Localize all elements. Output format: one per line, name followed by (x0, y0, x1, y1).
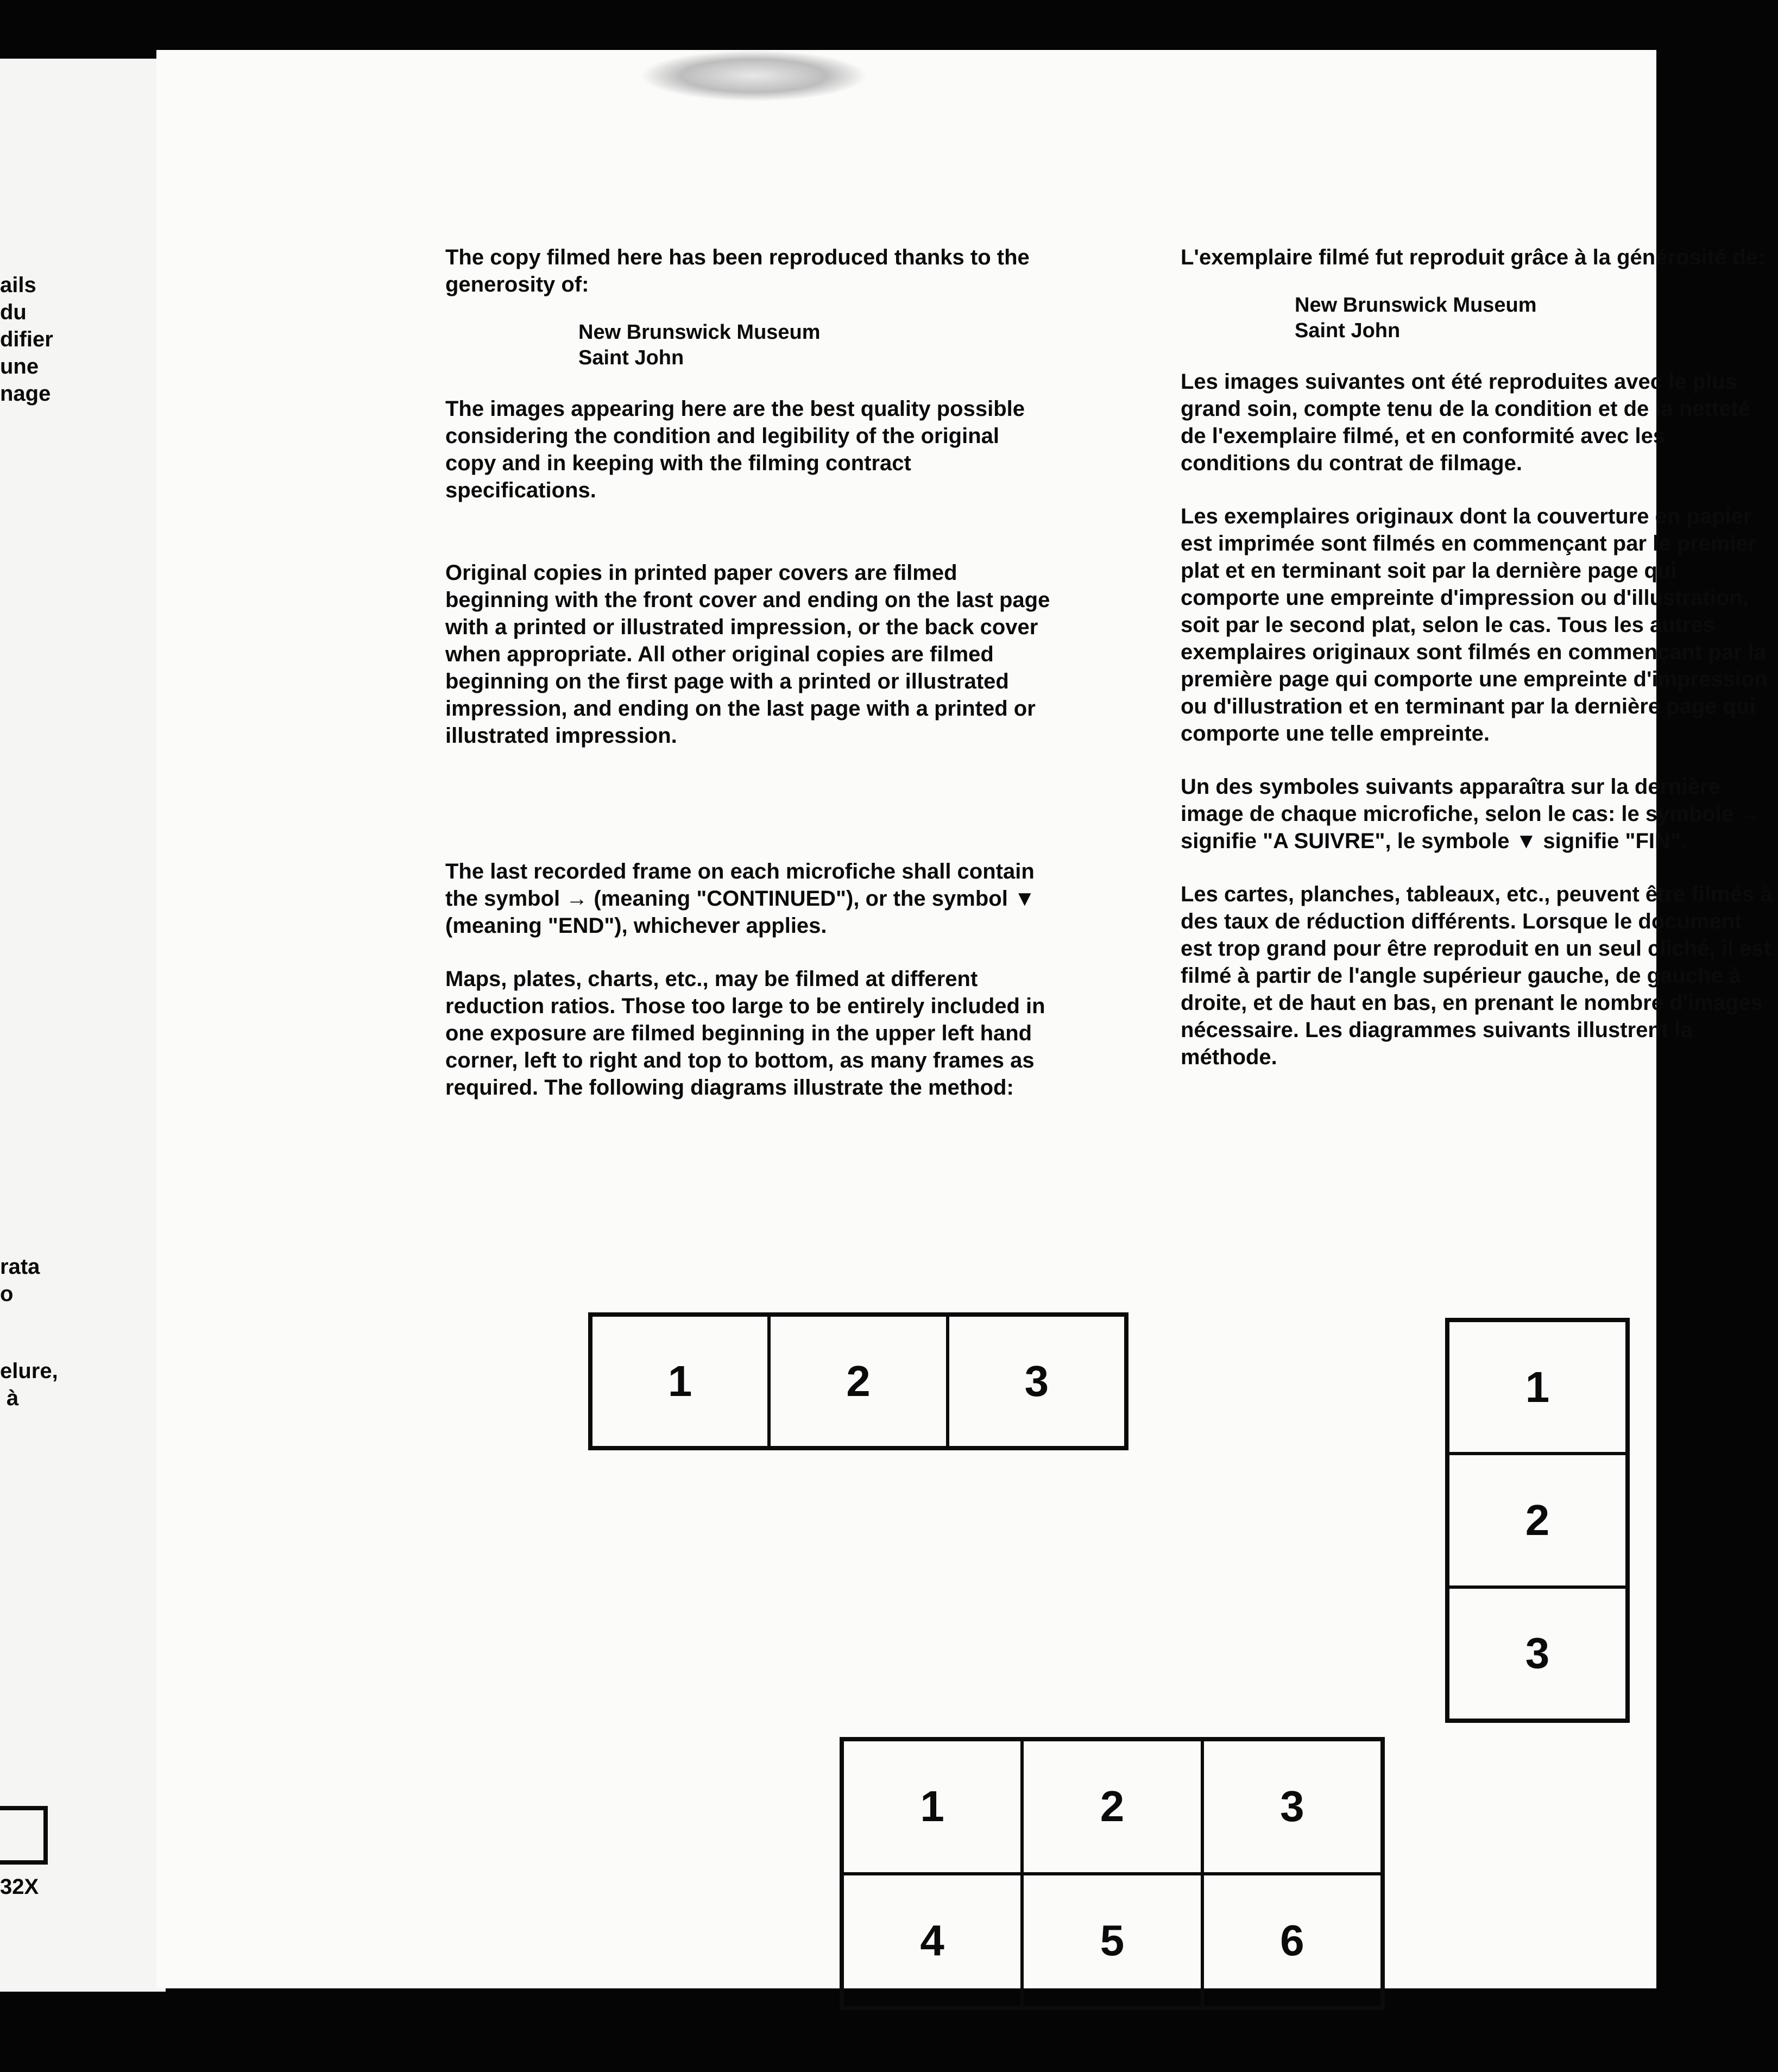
continued-arrow-icon: → (566, 887, 588, 911)
diagram-frame: 2 (1448, 1454, 1627, 1587)
diagram-frame: 1 (591, 1315, 769, 1448)
reduction-ratio-label: 32X (0, 1875, 39, 1899)
cut-text-fragment: une (0, 355, 39, 378)
reduction-box (0, 1806, 48, 1865)
english-column (445, 244, 1054, 1101)
end-triangle-icon: ▼ (1515, 829, 1537, 853)
cut-text-fragment: nage (0, 382, 51, 406)
quality-note-fr: Les images suivantes ont été reproduites avec le plus grand soin, compte tenu de la condition et de la netteté de l'exemplaire filmé, et en conformité avec les conditions du contrat de filmage. (1181, 370, 1751, 475)
symbols-note-fr: Un des symboles suivants apparaîtra sur la dernière image de chaque microfiche, selon le cas: le symbole → signifie "A SUIVRE", le symbole ▼ signifie "FIN". (1181, 775, 1762, 853)
institution-fr (1181, 293, 1778, 344)
microfiche-notice-page (156, 50, 1773, 1988)
institution-name: New Brunswick Museum (578, 321, 821, 344)
quality-note-en: The images appearing here are the best quality possible considering the condition and legibility of the original copy and in keeping with the filming contract specifications. (445, 397, 1025, 502)
previous-page-edge (0, 59, 166, 1992)
cut-text-fragment: du (0, 300, 27, 324)
diagram-frame: 4 (842, 1874, 1022, 2008)
covers-note-fr: Les exemplaires originaux dont la couverture en papier est imprimée sont filmés en commençant par le premier plat et en terminant soit par la dernière page qui comporte une empreinte d'impression ou d'illustration, soit par le second plat, selon le cas. Tous les autres exemplaires originaux sont filmés en commençant par la première page qui comporte une empreinte d'impression ou d'illustration et en terminant par la dernière page qui comporte une telle empreinte. (1181, 504, 1768, 746)
diagram-horizontal (588, 1312, 1128, 1450)
institution-name: New Brunswick Museum (1295, 294, 1537, 317)
diagram-frame: 2 (1022, 1740, 1202, 1874)
cut-text-fragment: o (0, 1282, 14, 1306)
diagram-grid (840, 1737, 1385, 2010)
scan-smudge (640, 50, 868, 102)
maps-note-fr: Les cartes, planches, tableaux, etc., peuvent être filmés à des taux de réduction différents. Lorsque le document est trop grand pour être reproduit en un seul cliché, il est filmé à partir de l'angle supérieur gauche, de gauche à droite, et de haut en bas, en prenant le nombre d'images nécessaire. Les diagrammes suivants illustrent la méthode. (1181, 882, 1773, 1069)
covers-note-en: Original copies in printed paper covers are filmed beginning with the front cover and ending on the last page with a printed or illustrated impression, or the back cover when appropriate. All other original copies are filmed beginning on the first page with a printed or illustrated impression, and ending on the last page with a printed or illustrated impression. (445, 561, 1050, 748)
continued-arrow-icon: → (1739, 802, 1762, 826)
cut-text-fragment: difier (0, 327, 53, 351)
diagram-frame: 2 (769, 1315, 947, 1448)
diagram-frame: 5 (1022, 1874, 1202, 2008)
diagram-frame: 6 (1202, 1874, 1382, 2008)
acknowledgement-en: The copy filmed here has been reproduced thanks to the generosity of: (445, 245, 1030, 296)
diagram-frame: 3 (1202, 1740, 1382, 1874)
french-column (1181, 244, 1778, 1071)
maps-note-en: Maps, plates, charts, etc., may be filmed at different reduction ratios. Those too large to be entirely included in one exposure are filmed beginning in the upper left hand corner, left to right and top to bottom, as many frames as required. The following diagrams illustrate the method: (445, 967, 1045, 1100)
diagram-frame: 3 (948, 1315, 1126, 1448)
cut-text-fragment: ails (0, 273, 36, 297)
diagram-frame: 1 (1448, 1321, 1627, 1454)
diagram-frame: 3 (1448, 1587, 1627, 1720)
diagram-frame: 1 (842, 1740, 1022, 1874)
symbols-note-en: The last recorded frame on each microfiche shall contain the symbol → (meaning "CONTINUED"), or the symbol ▼ (meaning "END"), whichever applies. (445, 860, 1036, 938)
cut-text-fragment: elure, (0, 1359, 58, 1383)
cut-text-fragment: rata (0, 1255, 40, 1279)
acknowledgement-fr: L'exemplaire filmé fut reproduit grâce à la générosité de: (1181, 245, 1766, 269)
institution-city: Saint John (578, 346, 684, 369)
institution-en (445, 320, 1054, 371)
institution-city: Saint John (1295, 319, 1401, 342)
end-triangle-icon: ▼ (1013, 887, 1036, 911)
cut-text-fragment: à (7, 1386, 19, 1410)
diagram-vertical (1445, 1318, 1630, 1723)
